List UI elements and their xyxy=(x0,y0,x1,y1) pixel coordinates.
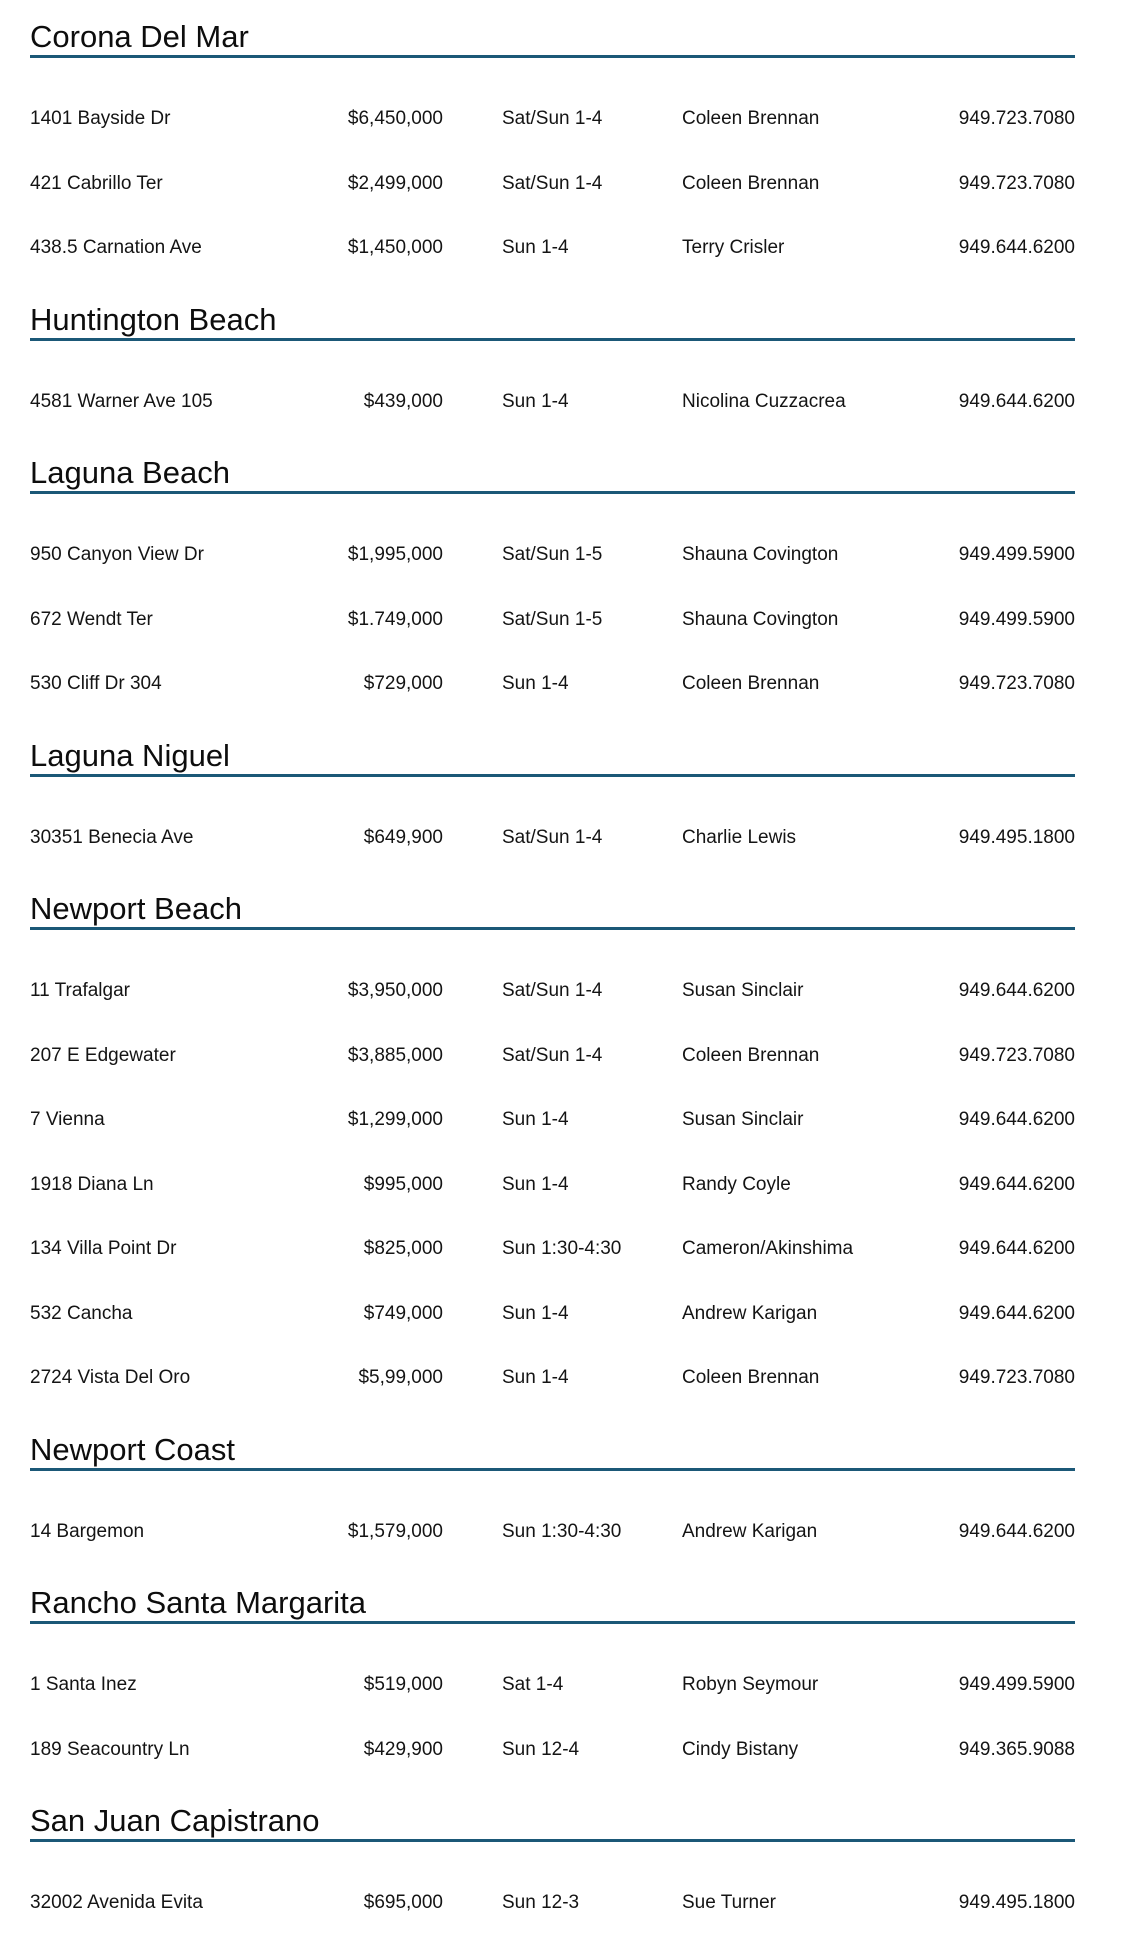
listing-agent: Shauna Covington xyxy=(682,608,839,630)
listing-price: $749,000 xyxy=(363,1302,443,1324)
listing-phone: 949.499.5900 xyxy=(958,1674,1075,1695)
open-house-listings xyxy=(30,17,1075,1936)
listing-row xyxy=(30,588,1075,653)
listing-phone: 949.723.7080 xyxy=(958,1367,1075,1388)
city-heading: Corona Del Mar xyxy=(30,19,249,54)
section-header xyxy=(30,736,1075,777)
listing-phone: 949.644.6200 xyxy=(958,1302,1075,1324)
listing-hours: Sat/Sun 1-4 xyxy=(502,172,603,194)
listing-rows xyxy=(30,1653,1075,1782)
section-header xyxy=(30,453,1075,494)
listing-hours: Sun 1-4 xyxy=(502,1302,569,1324)
listing-address: 2724 Vista Del Oro xyxy=(30,1367,191,1388)
section-header xyxy=(30,300,1075,341)
listing-address: 32002 Avenida Evita xyxy=(30,1892,203,1913)
listing-agent: Coleen Brennan xyxy=(682,1044,820,1066)
listing-row xyxy=(30,152,1075,217)
listing-agent: Coleen Brennan xyxy=(682,108,820,129)
listing-hours: Sun 1-4 xyxy=(502,390,569,412)
listing-hours: Sun 1:30-4:30 xyxy=(502,1520,622,1542)
listing-price: $1,450,000 xyxy=(347,237,443,258)
listing-phone: 949.644.6200 xyxy=(958,1238,1075,1259)
city-heading: Rancho Santa Margarita xyxy=(30,1585,367,1620)
listing-agent: Coleen Brennan xyxy=(682,1367,820,1388)
listing-agent: Robyn Seymour xyxy=(682,1674,819,1695)
listing-hours: Sun 1:30-4:30 xyxy=(502,1238,622,1259)
listing-agent: Susan Sinclair xyxy=(682,980,804,1001)
listing-price: $825,000 xyxy=(363,1238,443,1259)
listing-row xyxy=(30,1871,1075,1936)
listing-price: $6,450,000 xyxy=(347,108,443,129)
listing-price: $695,000 xyxy=(363,1892,443,1913)
listing-hours: Sat/Sun 1-4 xyxy=(502,108,603,129)
listing-row xyxy=(30,1217,1075,1282)
listing-rows xyxy=(30,959,1075,1411)
listing-row xyxy=(30,806,1075,871)
listing-price: $5,99,000 xyxy=(358,1367,443,1388)
section-newport-beach xyxy=(30,889,1075,1411)
listing-price: $1.749,000 xyxy=(347,608,443,630)
listing-rows xyxy=(30,523,1075,717)
listing-address: 30351 Benecia Ave xyxy=(30,826,194,848)
section-laguna-niguel xyxy=(30,736,1075,871)
listing-row xyxy=(30,959,1075,1024)
listing-hours: Sat/Sun 1-4 xyxy=(502,826,603,848)
listing-row xyxy=(30,1088,1075,1153)
section-newport-coast xyxy=(30,1430,1075,1565)
listing-hours: Sun 1-4 xyxy=(502,237,569,258)
listing-phone: 949.723.7080 xyxy=(958,108,1075,129)
listing-rows xyxy=(30,87,1075,281)
listing-agent: Andrew Karigan xyxy=(682,1520,818,1542)
listing-agent: Cindy Bistany xyxy=(682,1738,799,1760)
listing-address: 438.5 Carnation Ave xyxy=(30,237,202,258)
listing-address: 530 Cliff Dr 304 xyxy=(30,673,162,694)
section-rancho-santa-margarita xyxy=(30,1583,1075,1782)
listing-row xyxy=(30,1500,1075,1565)
listing-address: 4581 Warner Ave 105 xyxy=(30,390,213,412)
section-header xyxy=(30,1801,1075,1842)
section-header xyxy=(30,17,1075,58)
listing-hours: Sun 12-3 xyxy=(502,1892,580,1913)
listing-address: 207 E Edgewater xyxy=(30,1044,176,1066)
listing-hours: Sun 1-4 xyxy=(502,1173,569,1195)
listing-agent: Randy Coyle xyxy=(682,1173,791,1195)
listing-price: $2,499,000 xyxy=(347,172,443,194)
section-corona-del-mar xyxy=(30,17,1075,281)
listing-row xyxy=(30,523,1075,588)
listing-phone: 949.644.6200 xyxy=(958,237,1075,258)
listing-phone: 949.644.6200 xyxy=(958,980,1075,1001)
section-header xyxy=(30,1583,1075,1624)
listing-address: 189 Seacountry Ln xyxy=(30,1738,190,1760)
listing-agent: Cameron/Akinshima xyxy=(682,1238,854,1259)
listing-hours: Sun 12-4 xyxy=(502,1738,580,1760)
listing-phone: 949.644.6200 xyxy=(958,1520,1075,1542)
listing-phone: 949.495.1800 xyxy=(958,826,1075,848)
listing-row xyxy=(30,1718,1075,1783)
listing-row xyxy=(30,216,1075,281)
listing-row xyxy=(30,1153,1075,1218)
listing-row xyxy=(30,1282,1075,1347)
listing-price: $1,299,000 xyxy=(347,1109,443,1130)
listing-address: 14 Bargemon xyxy=(30,1520,145,1542)
section-laguna-beach xyxy=(30,453,1075,717)
listing-hours: Sat/Sun 1-4 xyxy=(502,1044,603,1066)
listing-phone: 949.499.5900 xyxy=(958,544,1075,565)
listing-price: $439,000 xyxy=(363,390,443,412)
listing-address: 672 Wendt Ter xyxy=(30,608,153,630)
listing-agent: Terry Crisler xyxy=(682,237,785,258)
city-heading: Newport Coast xyxy=(30,1431,236,1467)
listing-phone: 949.723.7080 xyxy=(958,673,1075,694)
city-heading: Huntington Beach xyxy=(30,301,277,337)
listing-agent: Shauna Covington xyxy=(682,544,839,565)
listing-address: 134 Villa Point Dr xyxy=(30,1238,177,1259)
listing-row xyxy=(30,652,1075,717)
listing-hours: Sun 1-4 xyxy=(502,1109,569,1130)
listing-rows xyxy=(30,370,1075,435)
listing-row xyxy=(30,87,1075,152)
listing-hours: Sat/Sun 1-4 xyxy=(502,980,603,1001)
listing-address: 532 Cancha xyxy=(30,1302,133,1324)
listing-row xyxy=(30,1653,1075,1718)
listing-agent: Andrew Karigan xyxy=(682,1302,818,1324)
listing-address: 7 Vienna xyxy=(30,1109,105,1130)
listing-price: $3,950,000 xyxy=(347,980,443,1001)
listing-phone: 949.644.6200 xyxy=(958,1109,1075,1130)
listing-price: $1,579,000 xyxy=(347,1520,443,1542)
listing-address: 421 Cabrillo Ter xyxy=(30,172,163,194)
listing-agent: Charlie Lewis xyxy=(682,826,797,848)
listing-agent: Coleen Brennan xyxy=(682,673,820,694)
city-heading: Newport Beach xyxy=(30,891,242,926)
city-heading: Laguna Niguel xyxy=(30,737,230,773)
city-heading: Laguna Beach xyxy=(30,455,230,490)
listing-agent: Nicolina Cuzzacrea xyxy=(682,390,846,412)
listing-rows xyxy=(30,1871,1075,1936)
listing-hours: Sun 1-4 xyxy=(502,1367,569,1388)
listing-price: $729,000 xyxy=(363,673,443,694)
listing-address: 1 Santa Inez xyxy=(30,1674,137,1695)
listing-hours: Sun 1-4 xyxy=(502,673,569,694)
listing-rows xyxy=(30,1500,1075,1565)
listing-price: $3,885,000 xyxy=(347,1044,443,1066)
listing-agent: Susan Sinclair xyxy=(682,1109,804,1130)
listing-phone: 949.495.1800 xyxy=(958,1892,1075,1913)
listing-hours: Sat 1-4 xyxy=(502,1674,564,1695)
listing-agent: Coleen Brennan xyxy=(682,172,820,194)
listing-price: $519,000 xyxy=(363,1674,443,1695)
listing-price: $429,900 xyxy=(363,1738,443,1760)
listing-phone: 949.723.7080 xyxy=(958,172,1075,194)
listing-phone: 949.365.9088 xyxy=(958,1738,1075,1760)
listing-hours: Sat/Sun 1-5 xyxy=(502,608,603,630)
listing-address: 1918 Diana Ln xyxy=(30,1173,154,1195)
listing-price: $1,995,000 xyxy=(347,544,443,565)
listing-phone: 949.644.6200 xyxy=(958,390,1075,412)
listing-price: $995,000 xyxy=(363,1173,443,1195)
listing-address: 950 Canyon View Dr xyxy=(30,544,204,565)
listing-address: 1401 Bayside Dr xyxy=(30,108,171,129)
listing-rows xyxy=(30,806,1075,871)
listing-phone: 949.644.6200 xyxy=(958,1173,1075,1195)
section-huntington-beach xyxy=(30,300,1075,435)
city-heading: San Juan Capistrano xyxy=(30,1803,320,1838)
listing-price: $649,900 xyxy=(363,826,443,848)
listing-agent: Sue Turner xyxy=(682,1892,776,1913)
section-header xyxy=(30,1430,1075,1471)
listing-hours: Sat/Sun 1-5 xyxy=(502,544,603,565)
section-header xyxy=(30,889,1075,930)
listing-phone: 949.499.5900 xyxy=(958,608,1075,630)
listing-address: 11 Trafalgar xyxy=(30,980,130,1001)
listing-row xyxy=(30,370,1075,435)
section-san-juan-capistrano xyxy=(30,1801,1075,1936)
listing-phone: 949.723.7080 xyxy=(958,1044,1075,1066)
listing-row xyxy=(30,1024,1075,1089)
listing-row xyxy=(30,1346,1075,1411)
